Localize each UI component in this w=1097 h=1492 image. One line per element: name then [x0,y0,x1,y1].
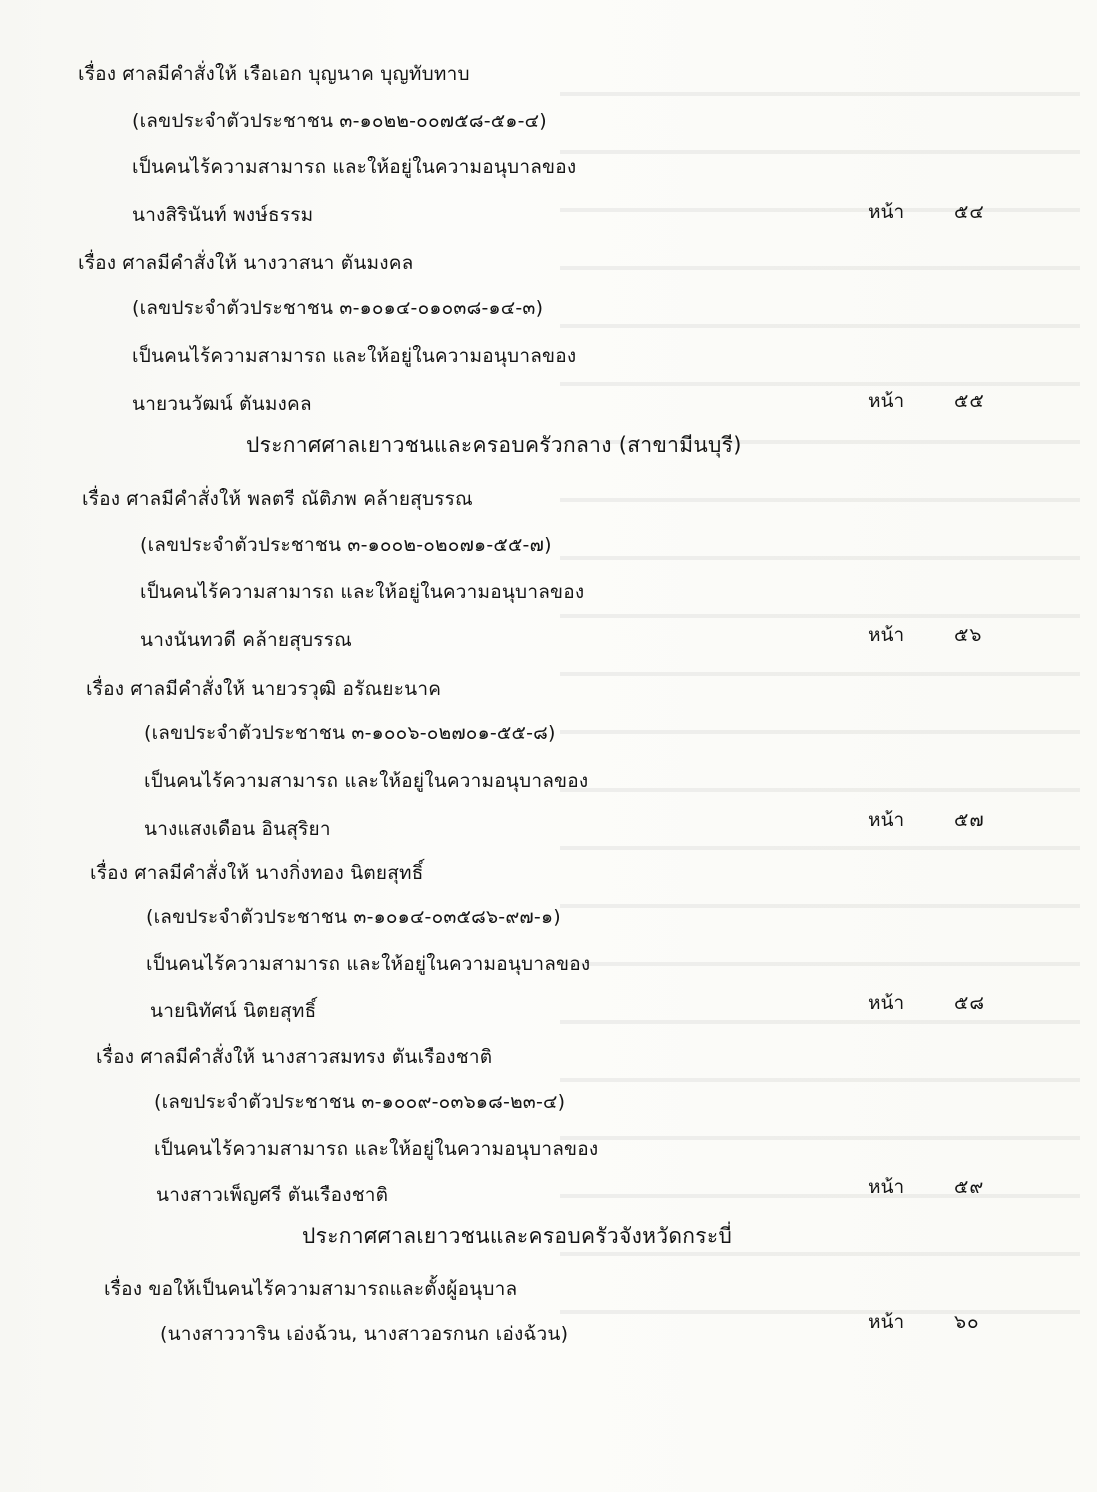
entry-guardian: นางแสงเดือน อินสุริยา [144,818,331,840]
section-heading: ประกาศศาลเยาวชนและครอบครัวกลาง (สาขามีนบุรี) [246,433,742,457]
entry-id-number: (เลขประจำตัวประชาชน ๓-๑๐๐๖-๐๒๗๐๑-๕๕-๘) [144,722,556,744]
page-label: หน้า [868,201,905,223]
page-label: หน้า [868,390,905,412]
page-label: หน้า [868,1311,905,1333]
page-label: หน้า [868,624,905,646]
entry-subject: เรื่อง ศาลมีคำสั่งให้ นายวรวุฒิ อรัณยะนาค [86,678,442,700]
page-label: หน้า [868,809,905,831]
entry-id-number: (เลขประจำตัวประชาชน ๓-๑๐๐๒-๐๒๐๗๑-๕๕-๗) [140,534,552,556]
entry-id-number: (เลขประจำตัวประชาชน ๓-๑๐๑๔-๐๓๕๘๖-๙๗-๑) [146,906,561,928]
entry-id-number: (เลขประจำตัวประชาชน ๓-๑๐๑๔-๐๑๐๓๘-๑๔-๓) [132,297,544,319]
page-number: ๕๕ [954,390,985,412]
entry-guardian: นายนิทัศน์ นิตยสุทธิ์ [150,1000,317,1022]
entry-names: (นางสาววาริน เอ่งฉ้วน, นางสาวอรกนก เอ่งฉ้วน) [160,1323,569,1345]
entry-subject: เรื่อง ศาลมีคำสั่งให้ พลตรี ณัติภพ คล้ายสุบรรณ [82,488,473,510]
entry-subject: เรื่อง ศาลมีคำสั่งให้ นางวาสนา ตันมงคล [78,252,414,274]
entry-status: เป็นคนไร้ความสามารถ และให้อยู่ในความอนุบาลของ [132,156,577,178]
page-label: หน้า [868,1176,905,1198]
section-heading: ประกาศศาลเยาวชนและครอบครัวจังหวัดกระบี่ [302,1224,733,1248]
entry-id-number: (เลขประจำตัวประชาชน ๓-๑๐๐๙-๐๓๖๑๘-๒๓-๔) [154,1091,566,1113]
entry-id-number: (เลขประจำตัวประชาชน ๓-๑๐๒๒-๐๐๗๕๘-๕๑-๔) [132,110,547,132]
bleed-through-text [560,40,1080,1360]
page-number: ๕๙ [954,1176,985,1198]
page-number: ๕๗ [954,809,985,831]
page-number: ๕๖ [954,624,983,646]
page-number: ๕๔ [954,201,985,223]
entry-status: เป็นคนไร้ความสามารถ และให้อยู่ในความอนุบาลของ [140,581,585,603]
entry-subject: เรื่อง ขอให้เป็นคนไร้ความสามารถและตั้งผู้อนุบาล [104,1278,518,1300]
page-number: ๖๐ [954,1311,980,1333]
entry-status: เป็นคนไร้ความสามารถ และให้อยู่ในความอนุบาลของ [146,953,591,975]
entry-status: เป็นคนไร้ความสามารถ และให้อยู่ในความอนุบาลของ [154,1138,599,1160]
entry-subject: เรื่อง ศาลมีคำสั่งให้ นางกิ่งทอง นิตยสุทธิ์ [90,862,424,884]
page-label: หน้า [868,992,905,1014]
entry-status: เป็นคนไร้ความสามารถ และให้อยู่ในความอนุบาลของ [144,770,589,792]
entry-status: เป็นคนไร้ความสามารถ และให้อยู่ในความอนุบาลของ [132,345,577,367]
entry-guardian: นางสาวเพ็ญศรี ตันเรืองชาติ [156,1184,389,1206]
entry-guardian: นางสิรินันท์ พงษ์ธรรม [132,204,314,226]
entry-subject: เรื่อง ศาลมีคำสั่งให้ เรือเอก บุญนาค บุญทับทาบ [78,63,470,85]
entry-guardian: นางนันทวดี คล้ายสุบรรณ [140,629,352,651]
page-number: ๕๘ [954,992,986,1014]
entry-guardian: นายวนวัฒน์ ตันมงคล [132,393,312,415]
entry-subject: เรื่อง ศาลมีคำสั่งให้ นางสาวสมทรง ตันเรืองชาติ [96,1046,493,1068]
